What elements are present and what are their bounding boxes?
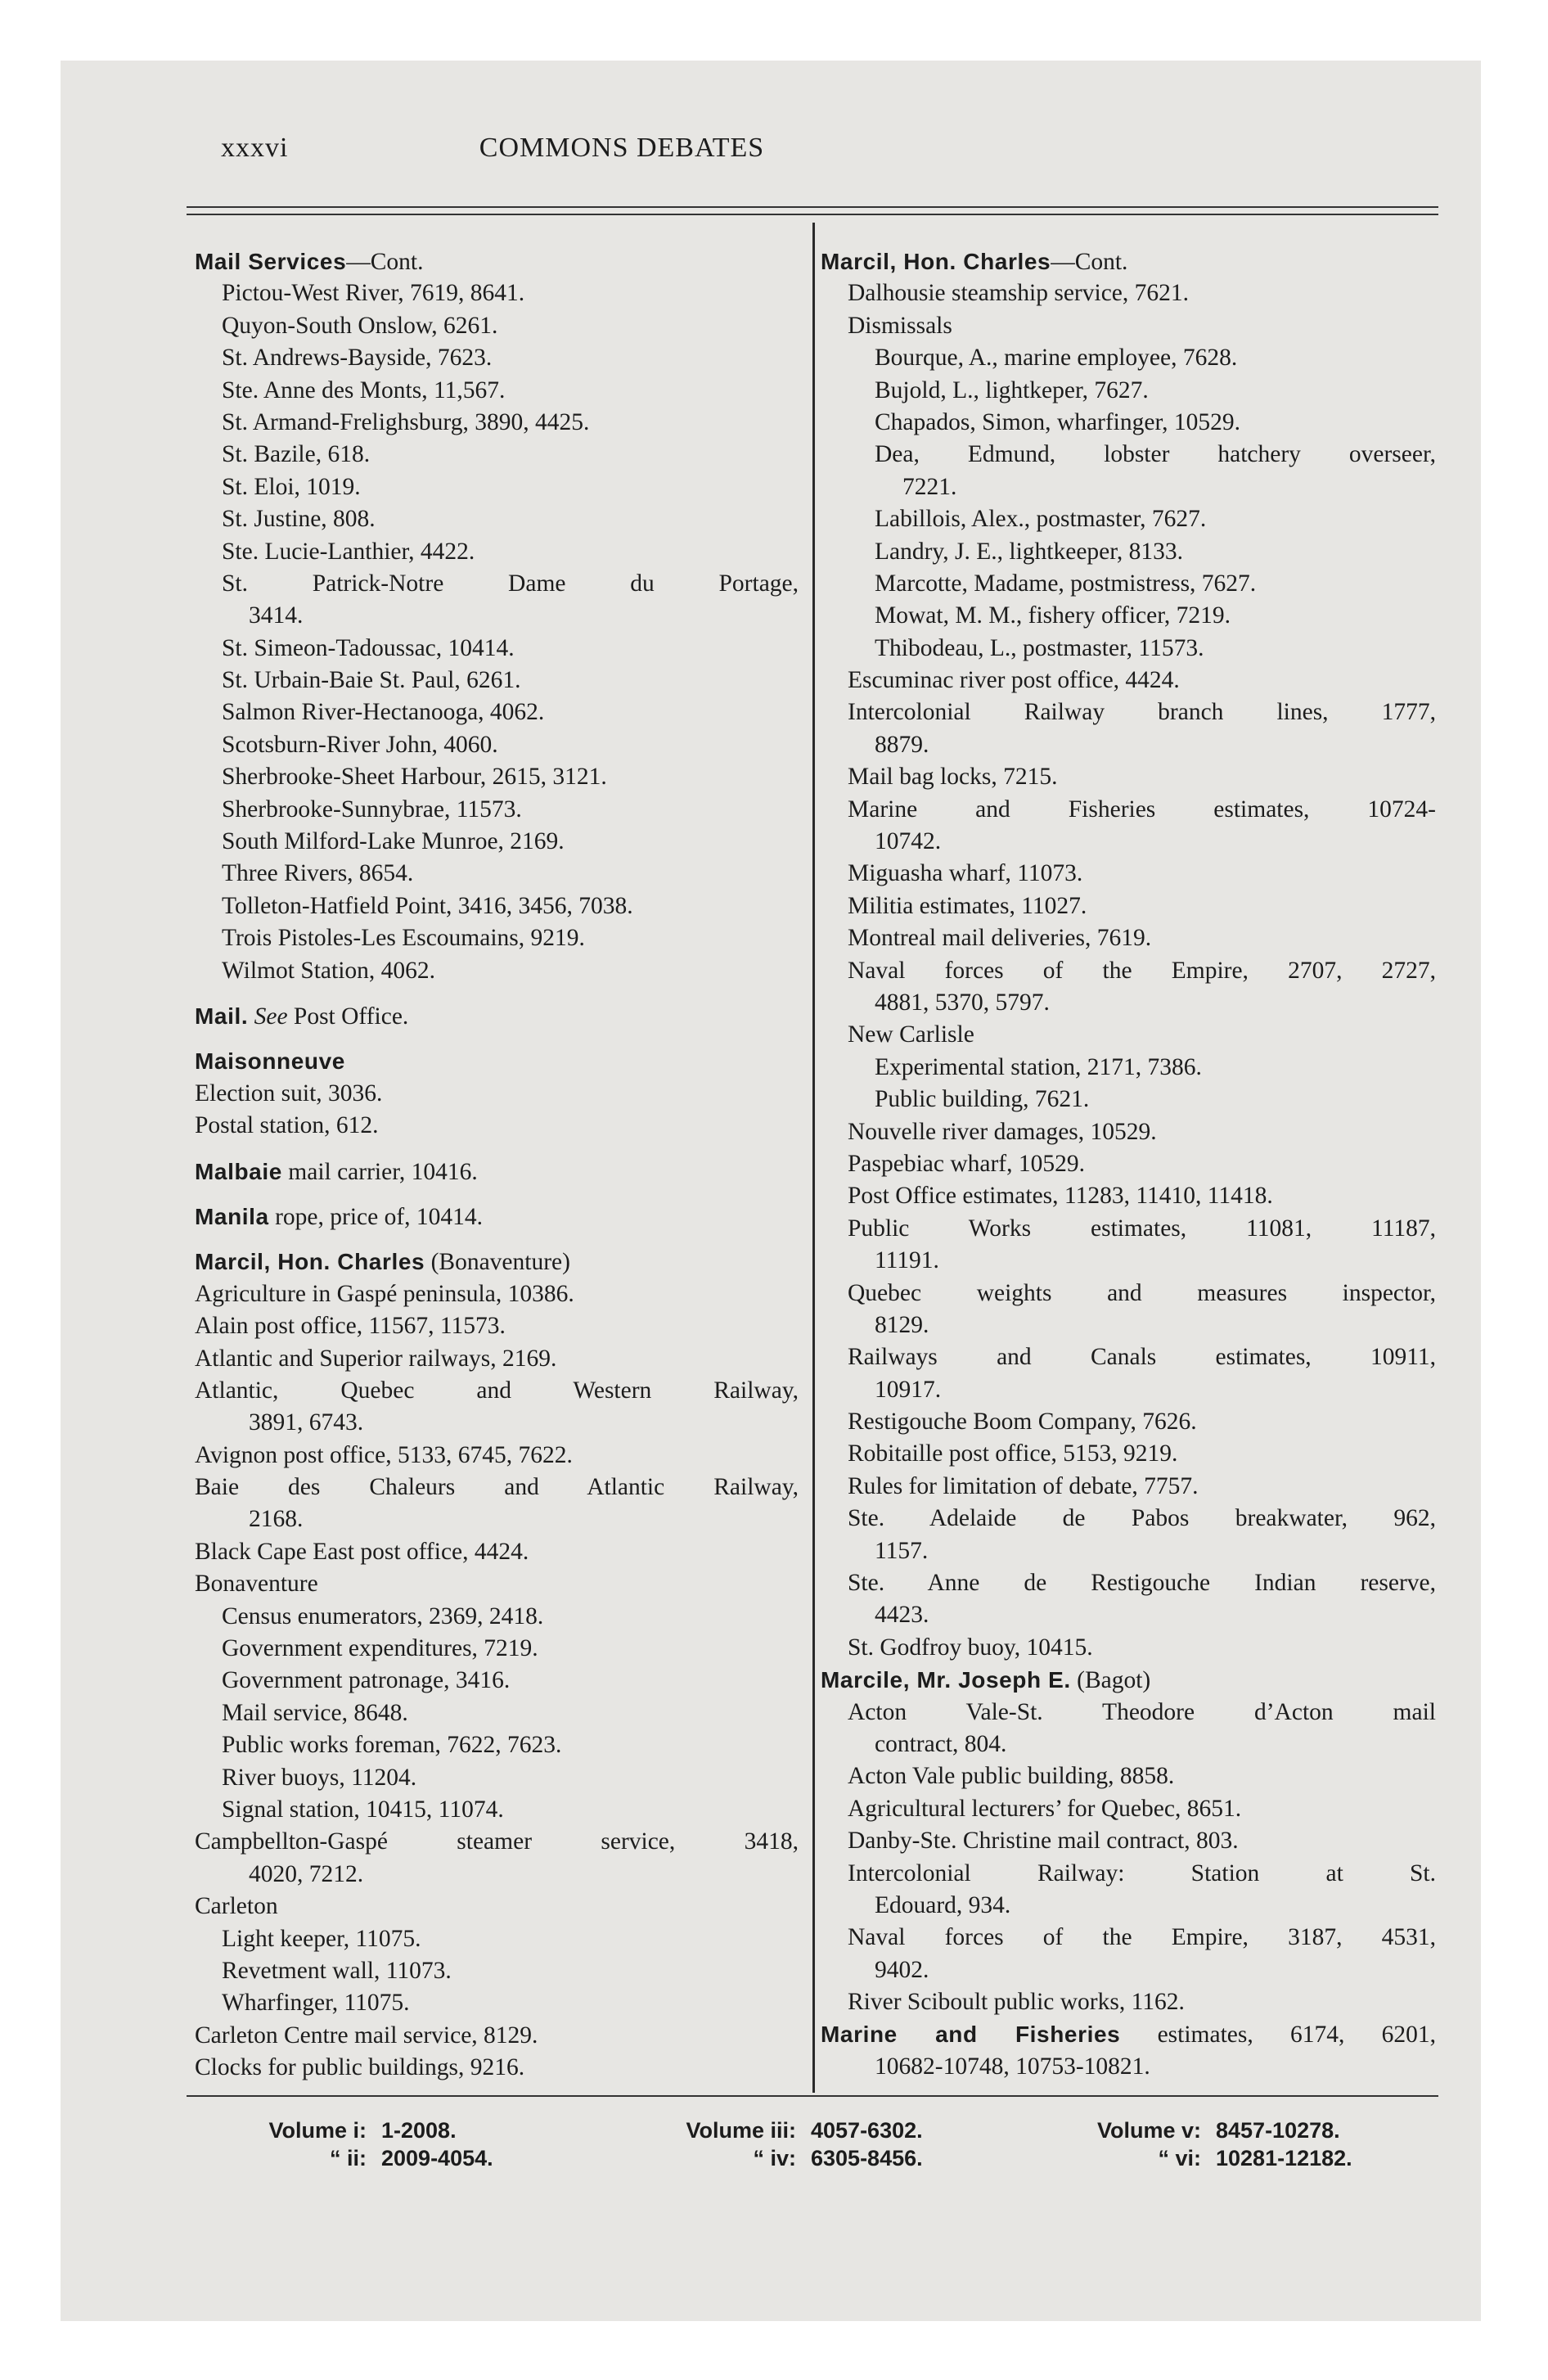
index-entry: Robitaille post office, 5153, 9219.: [848, 1440, 1178, 1467]
index-entry: Ste. Adelaide de Pabos breakwater, 962,: [848, 1505, 1436, 1532]
index-entry: Bourque, A., marine employee, 7628.: [875, 345, 1238, 372]
index-entry: Acton Vale-St. Theodore d’Acton mail: [848, 1698, 1436, 1725]
heading-term: Marcil, Hon. Charles: [195, 1249, 425, 1275]
volume-entry: [632, 2146, 923, 2171]
index-entry: Atlantic, Quebec and Western Railway,: [195, 1377, 799, 1404]
index-entry: Nouvelle river damages, 10529.: [848, 1118, 1157, 1145]
footer-rule: [187, 2095, 1438, 2097]
index-entry: Escuminac river post office, 4424.: [848, 667, 1180, 694]
index-entry: South Milford-Lake Munroe, 2169.: [222, 828, 565, 855]
heading-detail: (Bonaventure): [425, 1249, 570, 1276]
index-entry: Montreal mail deliveries, 7619.: [848, 925, 1152, 952]
index-entry: Clocks for public buildings, 9216.: [195, 2054, 525, 2081]
volume-label: “ ii:: [330, 2146, 367, 2170]
index-entry: Dismissals: [848, 312, 952, 339]
index-entry: Edouard, 934.: [875, 1891, 1011, 1918]
heading-term: Mail.: [195, 1003, 249, 1029]
entry-gap: [195, 987, 799, 1000]
volume-entry: [219, 2146, 493, 2171]
volume-entry: [1046, 2146, 1352, 2171]
index-entry: Sherbrooke-Sheet Harbour, 2615, 3121.: [222, 764, 607, 791]
index-entry: Election suit, 3036.: [195, 1080, 383, 1107]
volume-label: “ vi:: [1158, 2146, 1201, 2170]
index-heading: [195, 1246, 799, 1278]
index-entry: Revetment wall, 11073.: [222, 1957, 452, 1984]
index-entry: 4881, 5370, 5797.: [875, 989, 1050, 1016]
index-entry: Wharfinger, 11075.: [222, 1990, 410, 2017]
volume-label: Volume iii:: [686, 2118, 796, 2143]
volume-entry: [219, 2118, 457, 2143]
index-entry: Salmon River-Hectanooga, 4062.: [222, 699, 545, 726]
heading-detail: —Cont.: [346, 249, 424, 275]
index-entry: River Sciboult public works, 1162.: [848, 1989, 1185, 2016]
index-column-left: [195, 246, 799, 2084]
index-entry: 9402.: [875, 1956, 929, 1983]
index-entry: Intercolonial Railway: Station at St.: [848, 1859, 1436, 1886]
index-entry: Light keeper, 11075.: [222, 1925, 421, 1952]
index-entry: Public works foreman, 7622, 7623.: [222, 1732, 562, 1759]
index-entry: Sherbrooke-Sunnybrae, 11573.: [222, 796, 522, 823]
index-entry: 4423.: [875, 1602, 929, 1629]
index-entry: Ste. Anne de Restigouche Indian reserve,: [848, 1570, 1436, 1597]
index-entry: Bonaventure: [195, 1571, 318, 1598]
heading-term: Mail Services: [195, 249, 347, 274]
index-heading: [195, 246, 799, 277]
index-entry: 10682-10748, 10753-10821.: [875, 2053, 1150, 2080]
index-entry: Carleton Centre mail service, 8129.: [195, 2022, 538, 2049]
index-entry: Carleton: [195, 1893, 278, 1920]
index-entry: Wilmot Station, 4062.: [222, 957, 436, 984]
heading-term: Maisonneuve: [195, 1048, 345, 1075]
index-entry: St. Eloi, 1019.: [222, 473, 361, 500]
volume-label: Volume i:: [268, 2118, 367, 2143]
index-entry: Public Works estimates, 11081, 11187,: [848, 1215, 1436, 1242]
index-entry: Census enumerators, 2369, 2418.: [222, 1602, 544, 1629]
index-entry: Miguasha wharf, 11073.: [848, 860, 1083, 887]
index-entry: Avignon post office, 5133, 6745, 7622.: [195, 1441, 573, 1468]
index-entry: Thibodeau, L., postmaster, 11573.: [875, 634, 1204, 661]
volume-label: “ iv:: [753, 2146, 796, 2170]
index-entry: Intercolonial Railway branch lines, 1777,: [848, 699, 1436, 726]
index-entry: River buoys, 11204.: [222, 1764, 417, 1791]
index-entry: St. Simeon-Tadoussac, 10414.: [222, 634, 515, 661]
index-entry: Acton Vale public building, 8858.: [848, 1763, 1175, 1790]
index-heading: [821, 1664, 1436, 1696]
heading-detail: estimates, 6174, 6201,: [1120, 2022, 1436, 2049]
index-heading: [821, 2018, 1436, 2050]
index-entry: 1157.: [875, 1537, 929, 1564]
index-entry: Restigouche Boom Company, 7626.: [848, 1409, 1197, 1436]
index-entry: Three Rivers, 8654.: [222, 860, 414, 887]
index-entry: St. Armand-Frelighsburg, 3890, 4425.: [222, 408, 590, 435]
index-entry: Mail bag locks, 7215.: [848, 764, 1058, 791]
heading-detail: mail carrier, 10416.: [281, 1158, 478, 1185]
index-entry: Paspebiac wharf, 10529.: [848, 1150, 1086, 1177]
volume-key: [187, 2103, 1438, 2177]
index-entry: Pictou-West River, 7619, 8641.: [222, 280, 525, 307]
heading-term: Malbaie: [195, 1158, 282, 1184]
page-number: xxxvi: [221, 133, 289, 163]
index-entry: 8879.: [875, 731, 929, 758]
volume-range: 8457-10278.: [1216, 2118, 1340, 2143]
entry-gap: [195, 1143, 799, 1156]
volume-range: 2009-4054.: [381, 2146, 493, 2170]
index-entry: Agricultural lecturers’ for Quebec, 8651.: [848, 1795, 1242, 1822]
index-heading: [821, 246, 1436, 277]
index-entry: Marcotte, Madame, postmistress, 7627.: [875, 570, 1257, 597]
index-entry: New Carlisle: [848, 1021, 974, 1048]
index-entry: Mail service, 8648.: [222, 1699, 408, 1726]
index-entry: Ste. Anne des Monts, 11,567.: [222, 376, 506, 403]
index-entry: St. Justine, 808.: [222, 506, 376, 533]
index-entry: Labillois, Alex., postmaster, 7627.: [875, 506, 1207, 533]
volume-entry: [632, 2118, 923, 2143]
entry-gap: [195, 1032, 799, 1045]
index-entry: Campbellton-Gaspé steamer service, 3418,: [195, 1828, 799, 1855]
index-entry: Landry, J. E., lightkeeper, 8133.: [875, 538, 1184, 565]
volume-label: Volume v:: [1096, 2118, 1201, 2143]
index-heading: [195, 1045, 799, 1077]
index-heading: [195, 1156, 799, 1188]
index-entry: 8129.: [875, 1311, 929, 1338]
index-entry: Railways and Canals estimates, 10911,: [848, 1344, 1436, 1371]
heading-detail: rope, price of, 10414.: [268, 1203, 484, 1230]
index-entry: Postal station, 612.: [195, 1112, 379, 1139]
volume-entry: [1046, 2118, 1340, 2143]
index-entry: Black Cape East post office, 4424.: [195, 1538, 529, 1565]
heading-detail: (Bagot): [1070, 1667, 1151, 1694]
index-entry: 3414.: [249, 602, 304, 629]
index-entry: Militia estimates, 11027.: [848, 892, 1087, 919]
index-entry: St. Godfroy buoy, 10415.: [848, 1634, 1093, 1661]
index-entry: Public building, 7621.: [875, 1086, 1090, 1113]
index-entry: Dalhousie steamship service, 7621.: [848, 280, 1190, 307]
index-entry: Mowat, M. M., fishery officer, 7219.: [875, 602, 1231, 629]
heading-term: Marine and Fisheries: [821, 2022, 1121, 2048]
header-rule: [187, 206, 1438, 215]
index-column-right: [821, 246, 1436, 2083]
volume-range: 1-2008.: [381, 2118, 457, 2143]
heading-detail: Post Office.: [287, 1003, 409, 1030]
index-entry: Naval forces of the Empire, 3187, 4531,: [848, 1924, 1436, 1951]
index-entry: Chapados, Simon, wharfinger, 10529.: [875, 408, 1240, 435]
entry-gap: [195, 1188, 799, 1201]
index-entry: Signal station, 10415, 11074.: [222, 1796, 504, 1823]
index-entry: Quyon-South Onslow, 6261.: [222, 312, 498, 339]
index-entry: 2168.: [249, 1506, 304, 1533]
index-entry: Government patronage, 3416.: [222, 1667, 511, 1694]
page-title: COMMONS DEBATES: [479, 133, 765, 163]
index-heading: [195, 1201, 799, 1233]
page-header: [221, 133, 1440, 165]
volume-range: 6305-8456.: [811, 2146, 923, 2170]
index-entry: contract, 804.: [875, 1730, 1007, 1757]
see-reference: See: [254, 1003, 288, 1030]
index-entry: Government expenditures, 7219.: [222, 1635, 538, 1662]
index-entry: 11191.: [875, 1247, 939, 1274]
volume-range: 10281-12182.: [1216, 2146, 1352, 2170]
index-entry: Danby-Ste. Christine mail contract, 803.: [848, 1828, 1239, 1855]
index-entry: Quebec weights and measures inspector,: [848, 1279, 1436, 1306]
index-entry: Tolleton-Hatfield Point, 3416, 3456, 7038.: [222, 892, 633, 919]
index-entry: Experimental station, 2171, 7386.: [875, 1053, 1202, 1080]
index-entry: 3891, 6743.: [249, 1409, 364, 1436]
heading-detail: —Cont.: [1051, 249, 1128, 275]
index-entry: 10742.: [875, 828, 942, 855]
index-entry: St. Patrick-Notre Dame du Portage,: [222, 570, 799, 597]
entry-gap: [195, 1233, 799, 1246]
index-heading: [195, 1000, 799, 1032]
index-entry: Alain post office, 11567, 11573.: [195, 1313, 506, 1340]
volume-range: 4057-6302.: [811, 2118, 923, 2143]
index-entry: St. Andrews-Bayside, 7623.: [222, 345, 493, 372]
index-entry: Post Office estimates, 11283, 11410, 11418.: [848, 1183, 1273, 1210]
index-entry: St. Bazile, 618.: [222, 441, 371, 468]
index-entry: St. Urbain-Baie St. Paul, 6261.: [222, 667, 521, 694]
index-entry: Ste. Lucie-Lanthier, 4422.: [222, 538, 475, 565]
index-entry: Naval forces of the Empire, 2707, 2727,: [848, 957, 1436, 984]
index-entry: 10917.: [875, 1376, 942, 1403]
heading-term: Marcil, Hon. Charles: [821, 249, 1051, 274]
index-entry: Agriculture in Gaspé peninsula, 10386.: [195, 1280, 574, 1307]
index-entry: 7221.: [902, 473, 957, 500]
index-entry: Rules for limitation of debate, 7757.: [848, 1472, 1199, 1499]
index-entry: Scotsburn-River John, 4060.: [222, 731, 498, 758]
index-entry: Dea, Edmund, lobster hatchery overseer,: [875, 441, 1436, 468]
index-entry: Trois Pistoles-Les Escoumains, 9219.: [222, 925, 585, 952]
column-divider: [812, 223, 815, 2093]
index-entry: Bujold, L., lightkeper, 7627.: [875, 376, 1149, 403]
index-entry: Marine and Fisheries estimates, 10724-: [848, 796, 1436, 823]
index-entry: Baie des Chaleurs and Atlantic Railway,: [195, 1474, 799, 1501]
index-entry: 4020, 7212.: [249, 1860, 364, 1887]
heading-term: Manila: [195, 1203, 269, 1229]
index-entry: Atlantic and Superior railways, 2169.: [195, 1345, 557, 1372]
heading-term: Marcile, Mr. Joseph E.: [821, 1667, 1071, 1693]
